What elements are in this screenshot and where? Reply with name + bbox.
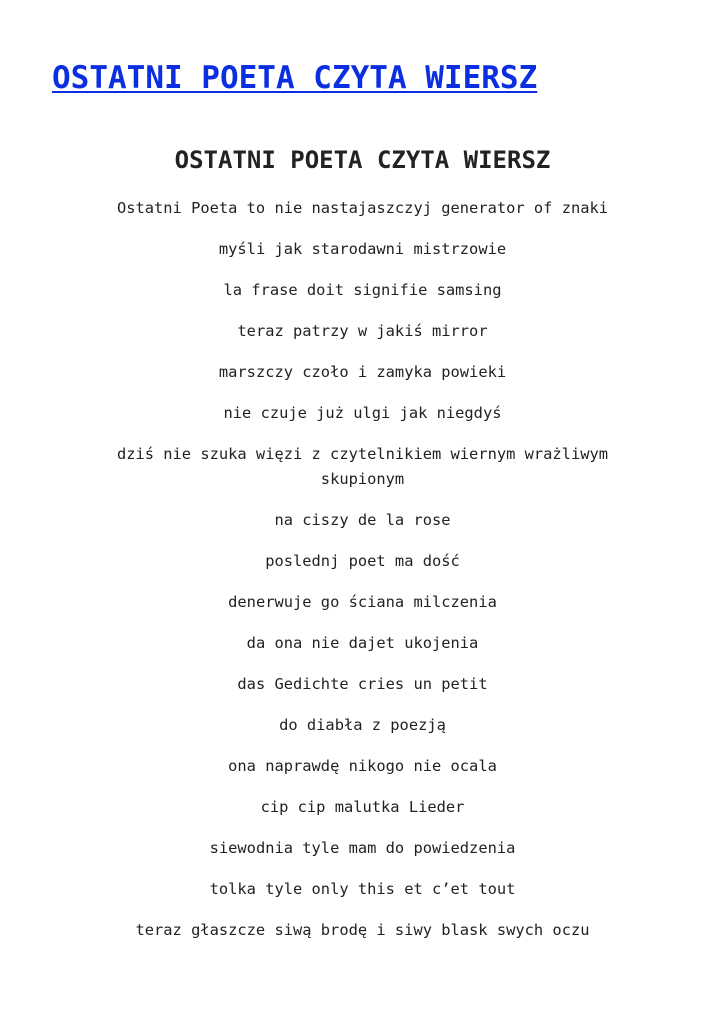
poem-line: Ostatni Poeta to nie nastajaszczyj generator of znaki — [116, 199, 609, 217]
poem-title: OSTATNI POETA CZYTA WIERSZ — [174, 146, 551, 174]
poem-body — [90, 196, 635, 959]
poem-line: na ciszy de la rose — [274, 511, 451, 529]
poem-line: nie czuje już ulgi jak niegdyś — [223, 404, 502, 422]
poem-line: das Gedichte cries un petit — [237, 675, 488, 693]
poem-line: ona naprawdę nikogo nie ocala — [228, 757, 497, 775]
poem-line: tolka tyle only this et c’et tout — [209, 880, 516, 898]
poem-line: teraz głaszcze siwą brodę i siwy blask swych oczu — [135, 921, 590, 939]
poem-line: denerwuje go ściana milczenia — [228, 593, 497, 611]
poem-line: dziś nie szuka więzi z czytelnikiem wiernym wrażliwym skupionym — [116, 445, 609, 488]
poem-line: poslednj poet ma dość — [265, 552, 460, 570]
poem-line: do diabła z poezją — [279, 716, 446, 734]
poem-line: teraz patrzy w jakiś mirror — [237, 322, 488, 340]
document-title-link[interactable]: OSTATNI POETA CZYTA WIERSZ — [52, 60, 538, 96]
poem-line: myśli jak starodawni mistrzowie — [218, 240, 507, 258]
poem-line: cip cip malutka Lieder — [260, 798, 465, 816]
poem-line: da ona nie dajet ukojenia — [246, 634, 479, 652]
poem-line: marszczy czoło i zamyka powieki — [218, 363, 507, 381]
poem-line: la frase doit signifie samsing — [223, 281, 502, 299]
poem-line: siewodnia tyle mam do powiedzenia — [209, 839, 516, 857]
